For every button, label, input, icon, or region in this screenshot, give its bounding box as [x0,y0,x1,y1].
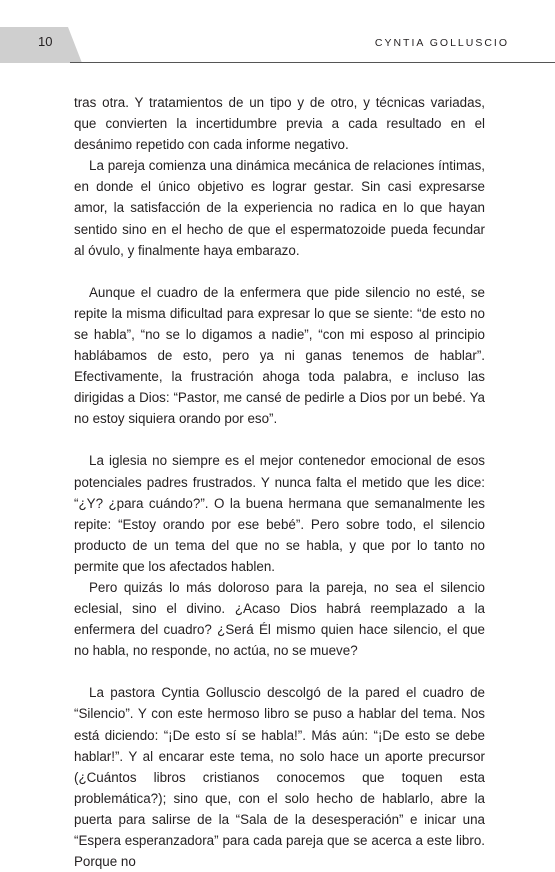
section-break [74,261,485,282]
body-text [74,92,485,872]
paragraph: La pastora Cyntia Golluscio descolgó de la pared el cuadro de “Silencio”. Y con este hermoso libro se puso a hablar del tema. Nos está diciendo: “¡De esto sí se habla!”. Más aún: “¡De esto se debe hablar!”. Y al encarar este tema, no solo hace un aporte precursor (¿Cuántos libros cristianos conocemos que toquen esta problemática?); sino que, con el solo hecho de hablarlo, abre la puerta para salirse de la “Sala de la desesperación” e inicar una “Espera esperanzadora” para cada pareja que se acerca a este libro. Porque no [74,685,485,870]
section-break [74,661,485,682]
header-rule [70,62,555,63]
paragraph: Aunque el cuadro de la enfermera que pide silencio no esté, se repite la misma dificultad para expresar lo que se siente: “de esto no se habla”, “no se lo digamos a nadie”, “con mi esposo al principio hablábamos de esto, pero ya ni ganas tenemos de hablar”. Efectivamente, la frustración ahoga toda palabra, e incluso las dirigidas a Dios: “Pastor, me cansé de pedirle a Dios por un bebé. Ya no estoy siquiera orando por eso”. [74,284,485,427]
section-break [74,429,485,450]
paragraph: La iglesia no siempre es el mejor contenedor emocional de esos potenciales padres frustrados. Y nunca falta el metido que les dice: “¿Y? ¿para cuándo?”. O la buena hermana que semanalmente les repite: “Estoy orando por ese bebé”. Pero sobre todo, el silencio producto de un tema del que no se habla, y que por lo tanto no permite que los afectados hablen. [74,453,485,574]
running-head: CYNTIA GOLLUSCIO [374,37,509,49]
paragraph: La pareja comienza una dinámica mecánica de relaciones íntimas, en donde el único objetivo es lograr gestar. Sin casi expresarse amor, la satisfacción de la experiencia no radica en lo que hayan sentido sino en el hecho de que el espermatozoide pueda fecundar al óvulo, y finalmente haya embarazo. [74,158,485,258]
page-header [0,0,555,66]
paragraph: Pero quizás lo más doloroso para la pareja, no sea el silencio eclesial, sino el divino. ¿Acaso Dios habrá reemplazado a la enfermera del cuadro? ¿Será Él mismo quien hace silencio, el que no habla, no responde, no actúa, no se mueve? [74,579,485,659]
paragraph-continuation: tras otra. Y tratamientos de un tipo y de otro, y técnicas variadas, que convierten la incertidumbre previa a cada resultado en el desánimo repetido con cada informe negativo. [74,95,485,153]
page-number: 10 [38,34,53,49]
